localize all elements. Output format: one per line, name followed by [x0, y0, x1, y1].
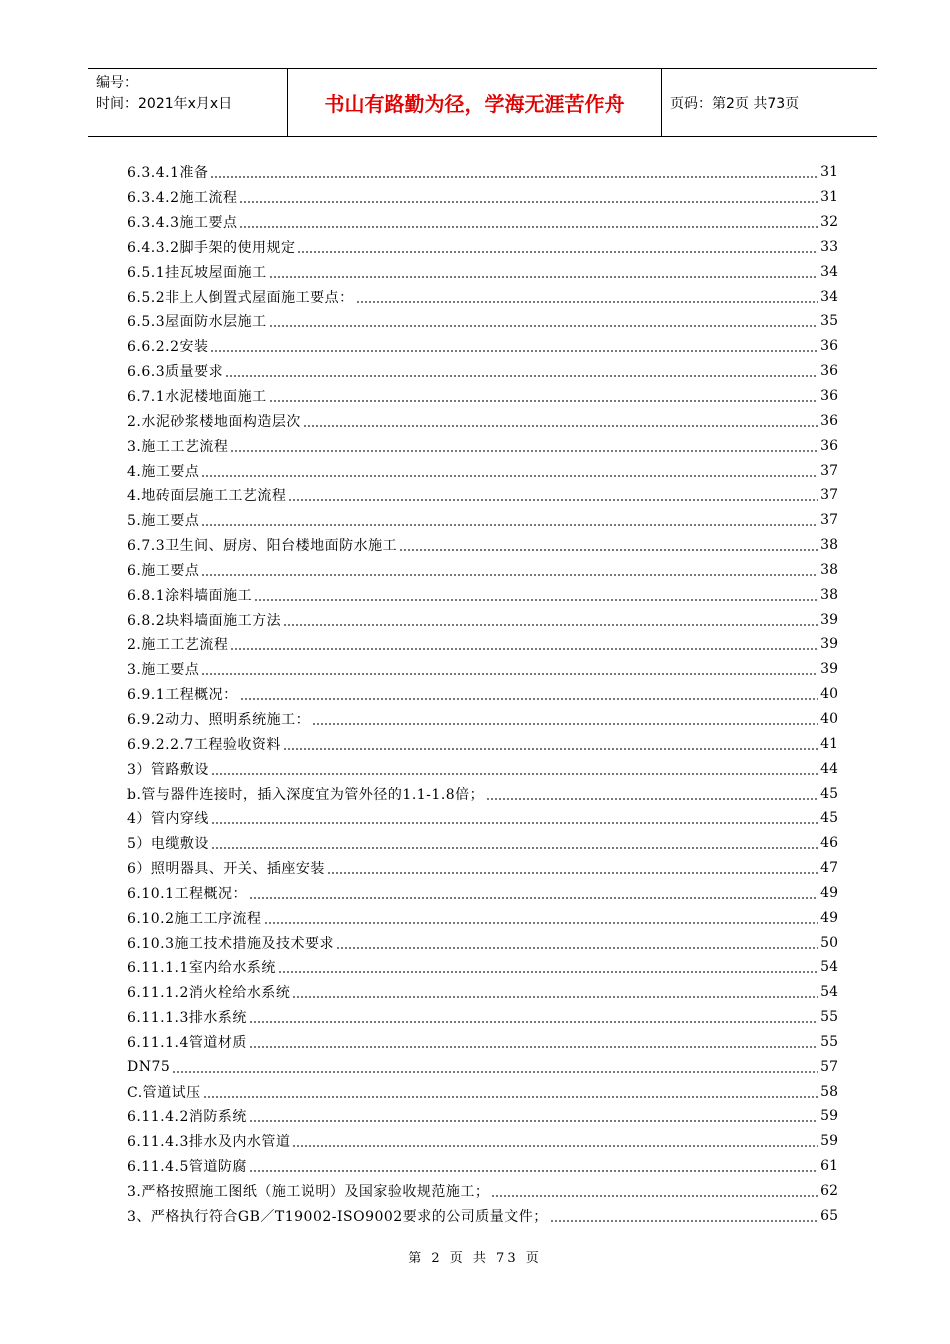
toc-entry[interactable]	[127, 980, 838, 1005]
toc-entry[interactable]	[127, 1079, 838, 1104]
toc-entry-title: 6.8.2块料墙面施工方法	[127, 612, 282, 629]
toc-entry-page: 45	[820, 785, 838, 802]
toc-entry-title: 5.施工要点	[127, 513, 200, 530]
toc-entry[interactable]	[127, 334, 838, 359]
toc-entry[interactable]	[127, 1154, 838, 1179]
toc-entry-page: 33	[820, 238, 838, 255]
toc-dot-leader	[288, 499, 818, 501]
toc-dot-leader	[249, 1021, 818, 1023]
toc-entry-title: 6.3.4.1准备	[127, 165, 209, 182]
toc-dot-leader	[269, 325, 819, 327]
toc-entry-title: 4）管内穿线	[127, 811, 209, 828]
toc-entry-title: C.管道试压	[127, 1084, 201, 1101]
toc-entry[interactable]	[127, 930, 838, 955]
toc-entry-page: 47	[820, 860, 838, 877]
toc-entry-title: 5）电缆敷设	[127, 836, 209, 853]
toc-entry-page: 39	[820, 661, 838, 678]
toc-entry-page: 57	[820, 1058, 838, 1075]
toc-entry-title: 6.9.1工程概况：	[127, 687, 238, 704]
toc-dot-leader	[312, 723, 818, 725]
toc-entry-page: 50	[820, 934, 838, 951]
toc-entry-title: 6.4.3.2脚手架的使用规定	[127, 239, 296, 256]
toc-dot-leader	[203, 1096, 819, 1098]
toc-entry-page: 36	[820, 412, 838, 429]
toc-entry[interactable]	[127, 1054, 838, 1079]
toc-entry-page: 31	[820, 164, 838, 181]
toc-entry[interactable]	[127, 657, 838, 682]
toc-dot-leader	[211, 847, 818, 849]
toc-entry-title: 3.施工要点	[127, 662, 200, 679]
toc-entry[interactable]	[127, 607, 838, 632]
toc-entry[interactable]	[127, 558, 838, 583]
toc-dot-leader	[210, 176, 818, 178]
toc-dot-leader	[264, 922, 819, 924]
toc-entry-title: 6.施工要点	[127, 562, 200, 579]
toc-entry-page: 36	[820, 437, 838, 454]
toc-entry[interactable]	[127, 955, 838, 980]
toc-entry[interactable]	[127, 259, 838, 284]
toc-entry-page: 59	[820, 1108, 838, 1125]
toc-dot-leader	[249, 897, 818, 899]
toc-dot-leader	[225, 375, 818, 377]
toc-dot-leader	[278, 971, 818, 973]
toc-dot-leader	[254, 599, 818, 601]
toc-entry-page: 34	[820, 263, 838, 280]
toc-dot-leader	[249, 1120, 818, 1122]
toc-entry-title: 6.11.4.2消防系统	[127, 1109, 247, 1126]
toc-entry-title: 6.7.1水泥楼地面施工	[127, 389, 267, 406]
toc-dot-leader	[230, 450, 818, 452]
toc-entry-title: 6.7.3卫生间、厨房、阳台楼地面防水施工	[127, 538, 398, 555]
toc-entry-title: 6.11.1.2消火栓给水系统	[127, 985, 291, 1002]
toc-dot-leader	[303, 425, 818, 427]
header-meta	[88, 69, 288, 136]
toc-entry-page: 37	[820, 512, 838, 529]
toc-entry-page: 49	[820, 909, 838, 926]
toc-entry-page: 36	[820, 388, 838, 405]
toc-entry-page: 49	[820, 884, 838, 901]
toc-entry-title: 6.11.1.4管道材质	[127, 1034, 247, 1051]
toc-entry-title: b.管与器件连接时，插入深度宜为管外径的1.1-1.8倍；	[127, 786, 485, 803]
toc-entry-title: 6.11.4.3排水及内水管道	[127, 1134, 291, 1151]
toc-entry[interactable]	[127, 880, 838, 905]
toc-entry[interactable]	[127, 185, 838, 210]
toc-entry[interactable]	[127, 582, 838, 607]
toc-entry-title: 6.10.3施工技术措施及技术要求	[127, 935, 335, 952]
toc-entry-title: 3.施工工艺流程	[127, 438, 229, 455]
document-code: 编号：	[96, 75, 138, 91]
toc-entry-page: 36	[820, 338, 838, 355]
toc-entry-title: 3）管路敷设	[127, 761, 209, 778]
toc-entry-page: 40	[820, 710, 838, 727]
toc-entry[interactable]	[127, 483, 838, 508]
toc-entry[interactable]	[127, 359, 838, 384]
toc-dot-leader	[239, 226, 818, 228]
toc-dot-leader	[211, 773, 818, 775]
toc-entry-page: 41	[820, 735, 838, 752]
toc-entry-title: 6.10.2施工工序流程	[127, 910, 262, 927]
toc-entry[interactable]	[127, 781, 838, 806]
toc-entry[interactable]	[127, 806, 838, 831]
toc-entry-title: 6.3.4.2施工流程	[127, 190, 238, 207]
toc-entry-page: 54	[820, 959, 838, 976]
toc-dot-leader	[269, 400, 819, 402]
toc-entry-title: 6.3.4.3施工要点	[127, 215, 238, 232]
toc-entry-title: 6.11.4.5管道防腐	[127, 1159, 247, 1176]
toc-entry-title: 6.11.1.3排水系统	[127, 1010, 247, 1027]
toc-dot-leader	[297, 251, 818, 253]
toc-dot-leader	[249, 1046, 818, 1048]
page-footer: 第 2 页 共 73 页	[408, 1251, 542, 1266]
toc-entry-page: 65	[820, 1207, 838, 1224]
toc-entry-page: 44	[820, 760, 838, 777]
toc-dot-leader	[327, 872, 818, 874]
toc-entry-title: 4.地砖面层施工工艺流程	[127, 488, 287, 505]
toc-entry-page: 38	[820, 537, 838, 554]
toc-entry-title: 3、严格执行符合GB／T19002-ISO9002要求的公司质量文件；	[127, 1208, 548, 1225]
toc-dot-leader	[201, 475, 818, 477]
toc-dot-leader	[239, 201, 818, 203]
toc-entry-page: 39	[820, 611, 838, 628]
toc-entry-title: 6.5.3屋面防水层施工	[127, 314, 267, 331]
toc-entry-page: 36	[820, 363, 838, 380]
toc-entry-title: 6.5.2非上人倒置式屋面施工要点：	[127, 289, 354, 306]
toc-dot-leader	[356, 301, 819, 303]
toc-entry-title: DN75	[127, 1058, 171, 1075]
toc-entry-title: 6.5.1挂瓦坡屋面施工	[127, 264, 267, 281]
toc-entry-page: 58	[820, 1083, 838, 1100]
toc-entry-page: 38	[820, 586, 838, 603]
header-page-number: 页码：第2页 共73页	[670, 95, 800, 112]
toc-entry[interactable]	[127, 210, 838, 235]
toc-entry-page: 55	[820, 1033, 838, 1050]
toc-entry[interactable]	[127, 831, 838, 856]
toc-entry[interactable]	[127, 1005, 838, 1030]
toc-entry-page: 37	[820, 487, 838, 504]
toc-entry-title: 4.施工要点	[127, 463, 200, 480]
toc-dot-leader	[486, 798, 818, 800]
toc-entry-page: 54	[820, 984, 838, 1001]
toc-dot-leader	[201, 673, 818, 675]
toc-entry-title: 6.9.2.2.7工程验收资料	[127, 736, 281, 753]
toc-entry-page: 31	[820, 189, 838, 206]
toc-dot-leader	[210, 350, 818, 352]
toc-entry[interactable]	[127, 731, 838, 756]
toc-entry-page: 37	[820, 462, 838, 479]
toc-dot-leader	[269, 276, 819, 278]
header-motto: 书山有路勤为径，学海无涯苦作舟	[288, 69, 662, 136]
table-of-contents	[127, 160, 838, 1228]
toc-entry[interactable]	[127, 235, 838, 260]
toc-dot-leader	[550, 1220, 818, 1222]
toc-entry[interactable]	[127, 1030, 838, 1055]
toc-entry-title: 6.8.1涂料墙面施工	[127, 587, 253, 604]
toc-entry[interactable]	[127, 458, 838, 483]
toc-entry[interactable]	[127, 284, 838, 309]
toc-entry[interactable]	[127, 408, 838, 433]
toc-entry-title: 6.9.2动力、照明系统施工：	[127, 711, 311, 728]
toc-entry-page: 46	[820, 835, 838, 852]
toc-entry-title: 6.10.1工程概况：	[127, 885, 248, 902]
toc-entry[interactable]	[127, 905, 838, 930]
toc-entry-page: 39	[820, 636, 838, 653]
toc-entry[interactable]	[127, 309, 838, 334]
toc-entry-title: 6.11.1.1室内给水系统	[127, 960, 276, 977]
document-time: 时间：2021年x月x日	[96, 96, 233, 112]
toc-entry-title: 6.6.3质量要求	[127, 364, 224, 381]
toc-entry[interactable]	[127, 1203, 838, 1228]
toc-entry[interactable]	[127, 384, 838, 409]
toc-dot-leader	[491, 1195, 818, 1197]
toc-dot-leader	[172, 1071, 818, 1073]
toc-dot-leader	[399, 549, 818, 551]
toc-entry-title: 6）照明器具、开关、插座安装	[127, 861, 325, 878]
toc-entry-page: 59	[820, 1133, 838, 1150]
toc-entry-page: 45	[820, 810, 838, 827]
toc-dot-leader	[249, 1170, 818, 1172]
toc-entry-title: 2.施工工艺流程	[127, 637, 229, 654]
toc-entry-page: 35	[820, 313, 838, 330]
toc-entry[interactable]	[127, 632, 838, 657]
page-header	[88, 68, 877, 137]
toc-entry-title: 2.水泥砂浆楼地面构造层次	[127, 413, 301, 430]
toc-dot-leader	[201, 524, 818, 526]
toc-entry[interactable]	[127, 160, 838, 185]
toc-entry[interactable]	[127, 1104, 838, 1129]
toc-entry[interactable]	[127, 707, 838, 732]
toc-entry-page: 62	[820, 1183, 838, 1200]
toc-entry[interactable]	[127, 433, 838, 458]
toc-entry-page: 61	[820, 1158, 838, 1175]
toc-dot-leader	[240, 698, 819, 700]
toc-entry-title: 3.严格按照施工图纸（施工说明）及国家验收规范施工；	[127, 1184, 490, 1201]
toc-entry-page: 40	[820, 686, 838, 703]
toc-dot-leader	[283, 624, 818, 626]
toc-entry-page: 55	[820, 1009, 838, 1026]
toc-entry-title: 6.6.2.2安装	[127, 339, 209, 356]
toc-entry[interactable]	[127, 533, 838, 558]
toc-dot-leader	[292, 1145, 818, 1147]
toc-entry-page: 38	[820, 561, 838, 578]
toc-entry[interactable]	[127, 756, 838, 781]
toc-dot-leader	[336, 947, 818, 949]
toc-entry[interactable]	[127, 682, 838, 707]
toc-entry[interactable]	[127, 856, 838, 881]
toc-dot-leader	[211, 822, 818, 824]
toc-dot-leader	[292, 996, 818, 998]
toc-entry[interactable]	[127, 508, 838, 533]
toc-dot-leader	[283, 748, 818, 750]
toc-dot-leader	[230, 648, 818, 650]
toc-entry-page: 34	[820, 288, 838, 305]
toc-entry-page: 32	[820, 214, 838, 231]
toc-entry[interactable]	[127, 1129, 838, 1154]
toc-dot-leader	[201, 574, 818, 576]
toc-entry[interactable]	[127, 1179, 838, 1204]
